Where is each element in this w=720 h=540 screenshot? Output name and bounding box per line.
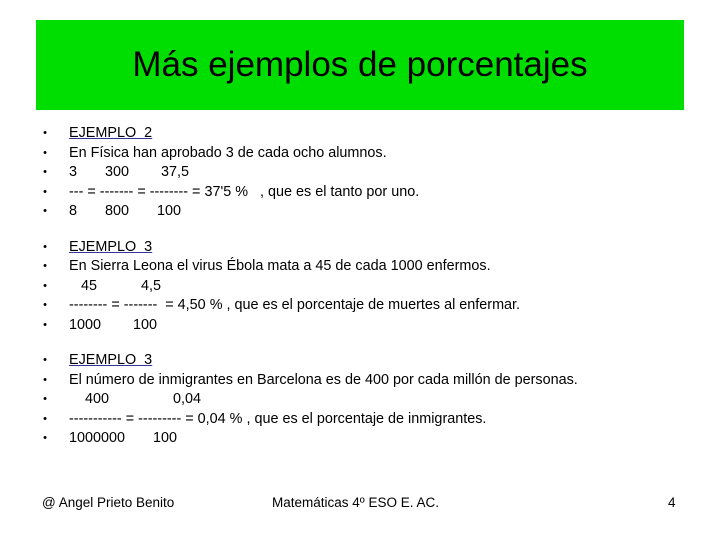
example-group xyxy=(40,124,700,222)
footer-author: @ Angel Prieto Benito xyxy=(42,495,175,510)
bullet-icon: • xyxy=(43,146,47,159)
bullet-icon: • xyxy=(43,205,47,217)
example-heading: EJEMPLO 3 xyxy=(69,238,153,255)
bullet-icon: • xyxy=(43,432,47,444)
fraction-numerators: 3 300 37,5 xyxy=(69,164,189,180)
example-statement: En Física han aprobado 3 de cada ocho alumnos. xyxy=(69,144,387,161)
bullet-icon: • xyxy=(43,166,47,178)
fraction-denominators: 8 800 100 xyxy=(69,203,181,219)
bullet-icon: • xyxy=(43,299,47,311)
bullet-icon: • xyxy=(43,240,47,253)
bullet-icon: • xyxy=(43,318,47,331)
example-group xyxy=(40,238,700,336)
bullet-icon: • xyxy=(43,354,47,366)
example-statement: El número de inmigrantes en Barcelona es de 400 por cada millón de personas. xyxy=(69,371,578,388)
title-bar xyxy=(36,20,684,110)
bullet-item xyxy=(40,351,700,371)
fraction-numerators: 45 4,5 xyxy=(69,277,161,294)
bullet-icon: • xyxy=(43,373,47,386)
bullet-icon: • xyxy=(43,127,47,139)
bullet-item xyxy=(40,238,700,258)
fraction-denominators: 1000 100 xyxy=(69,316,158,333)
bullet-item xyxy=(40,390,700,410)
bullet-item xyxy=(40,371,700,391)
bullet-item xyxy=(40,296,700,316)
example-group xyxy=(40,351,700,449)
bullet-icon: • xyxy=(43,412,47,425)
bullet-icon: • xyxy=(43,260,47,272)
fraction-bars: -------- = ------- = 4,50 % , que es el porcentaje de muertes al enfermar. xyxy=(69,297,521,313)
bullet-item xyxy=(40,202,700,222)
bullet-icon: • xyxy=(43,185,47,198)
fraction-bars: --- = ------- = -------- = 37'5 % , que es el tanto por uno. xyxy=(69,183,420,200)
bullet-item xyxy=(40,144,700,164)
bullet-item xyxy=(40,163,700,183)
example-heading: EJEMPLO 2 xyxy=(69,125,153,141)
fraction-numerators: 400 0,04 xyxy=(69,391,201,407)
bullet-item xyxy=(40,316,700,336)
example-statement: En Sierra Leona el virus Ébola mata a 45 de cada 1000 enfermos. xyxy=(69,258,491,274)
page-number: 4 xyxy=(668,495,676,510)
example-heading: EJEMPLO 3 xyxy=(69,352,153,368)
bullet-list xyxy=(40,124,700,449)
slide-title: Más ejemplos de porcentajes xyxy=(132,45,588,84)
bullet-icon: • xyxy=(43,393,47,405)
bullet-item xyxy=(40,257,700,277)
fraction-bars: ----------- = --------- = 0,04 % , que es el porcentaje de inmigrantes. xyxy=(69,410,487,427)
fraction-denominators: 1000000 100 xyxy=(69,430,178,446)
footer-course: Matemáticas 4º ESO E. AC. xyxy=(272,495,439,510)
bullet-item xyxy=(40,429,700,449)
bullet-icon: • xyxy=(43,279,47,292)
bullet-item xyxy=(40,183,700,203)
bullet-item xyxy=(40,124,700,144)
bullet-item xyxy=(40,410,700,430)
bullet-item xyxy=(40,277,700,297)
